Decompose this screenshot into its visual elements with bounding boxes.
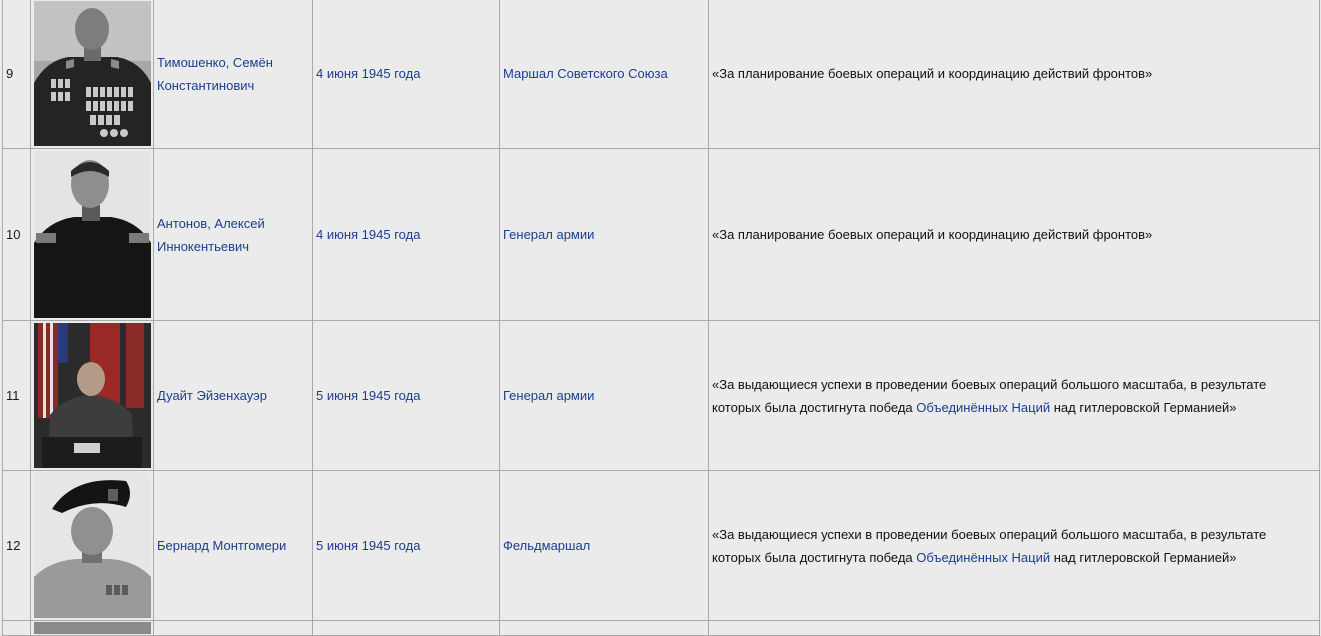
row-number bbox=[3, 621, 31, 636]
portrait-montgomery[interactable] bbox=[34, 473, 151, 618]
row-number: 9 bbox=[3, 0, 31, 149]
awards-table bbox=[2, 0, 1320, 636]
award-date[interactable]: 4 июня 1945 года bbox=[313, 0, 500, 149]
portrait-photo-cell[interactable] bbox=[31, 321, 154, 471]
united-nations-link[interactable]: Объединённых Наций bbox=[916, 399, 1051, 415]
award-reason: «За планирование боевых операций и координацию действий фронтов» bbox=[709, 0, 1320, 149]
person-name[interactable]: Антонов, Алексей Иннокентьевич bbox=[154, 149, 313, 321]
portrait-partial bbox=[34, 622, 151, 634]
table-row bbox=[3, 0, 1320, 149]
person-name[interactable]: Тимошенко, Семён Константинович bbox=[154, 0, 313, 149]
person-name[interactable]: Дуайт Эйзенхауэр bbox=[154, 321, 313, 471]
award-reason: «За выдающиеся успехи в проведении боевых операций большого масштаба, в результате которых была достигнута победа Объединённых Наций над гитлеровской Германией» bbox=[709, 321, 1320, 471]
award-date[interactable]: 5 июня 1945 года bbox=[313, 321, 500, 471]
portrait-timoshenko[interactable] bbox=[34, 1, 151, 146]
person-name[interactable]: Бернард Монтгомери bbox=[154, 471, 313, 621]
table-row bbox=[3, 471, 1320, 621]
award-date bbox=[313, 621, 500, 636]
military-rank[interactable]: Генерал армии bbox=[500, 149, 709, 321]
portrait-eisenhower[interactable] bbox=[34, 323, 151, 468]
portrait-antonov[interactable] bbox=[34, 151, 151, 318]
military-rank[interactable]: Фельдмаршал bbox=[500, 471, 709, 621]
award-reason: «За планирование боевых операций и координацию действий фронтов» bbox=[709, 149, 1320, 321]
award-reason bbox=[709, 621, 1320, 636]
award-date[interactable]: 4 июня 1945 года bbox=[313, 149, 500, 321]
award-date[interactable]: 5 июня 1945 года bbox=[313, 471, 500, 621]
portrait-photo-cell[interactable] bbox=[31, 621, 154, 636]
row-number: 10 bbox=[3, 149, 31, 321]
row-number: 12 bbox=[3, 471, 31, 621]
military-rank[interactable]: Генерал армии bbox=[500, 321, 709, 471]
award-reason: «За выдающиеся успехи в проведении боевых операций большого масштаба, в результате которых была достигнута победа Объединённых Наций над гитлеровской Германией» bbox=[709, 471, 1320, 621]
person-name bbox=[154, 621, 313, 636]
portrait-photo-cell[interactable] bbox=[31, 471, 154, 621]
portrait-photo-cell[interactable] bbox=[31, 0, 154, 149]
portrait-photo-cell[interactable] bbox=[31, 149, 154, 321]
military-rank[interactable]: Маршал Советского Союза bbox=[500, 0, 709, 149]
row-number: 11 bbox=[3, 321, 31, 471]
table-row bbox=[3, 621, 1320, 636]
military-rank bbox=[500, 621, 709, 636]
table-row bbox=[3, 321, 1320, 471]
united-nations-link[interactable]: Объединённых Наций bbox=[916, 549, 1051, 565]
table-row bbox=[3, 149, 1320, 321]
